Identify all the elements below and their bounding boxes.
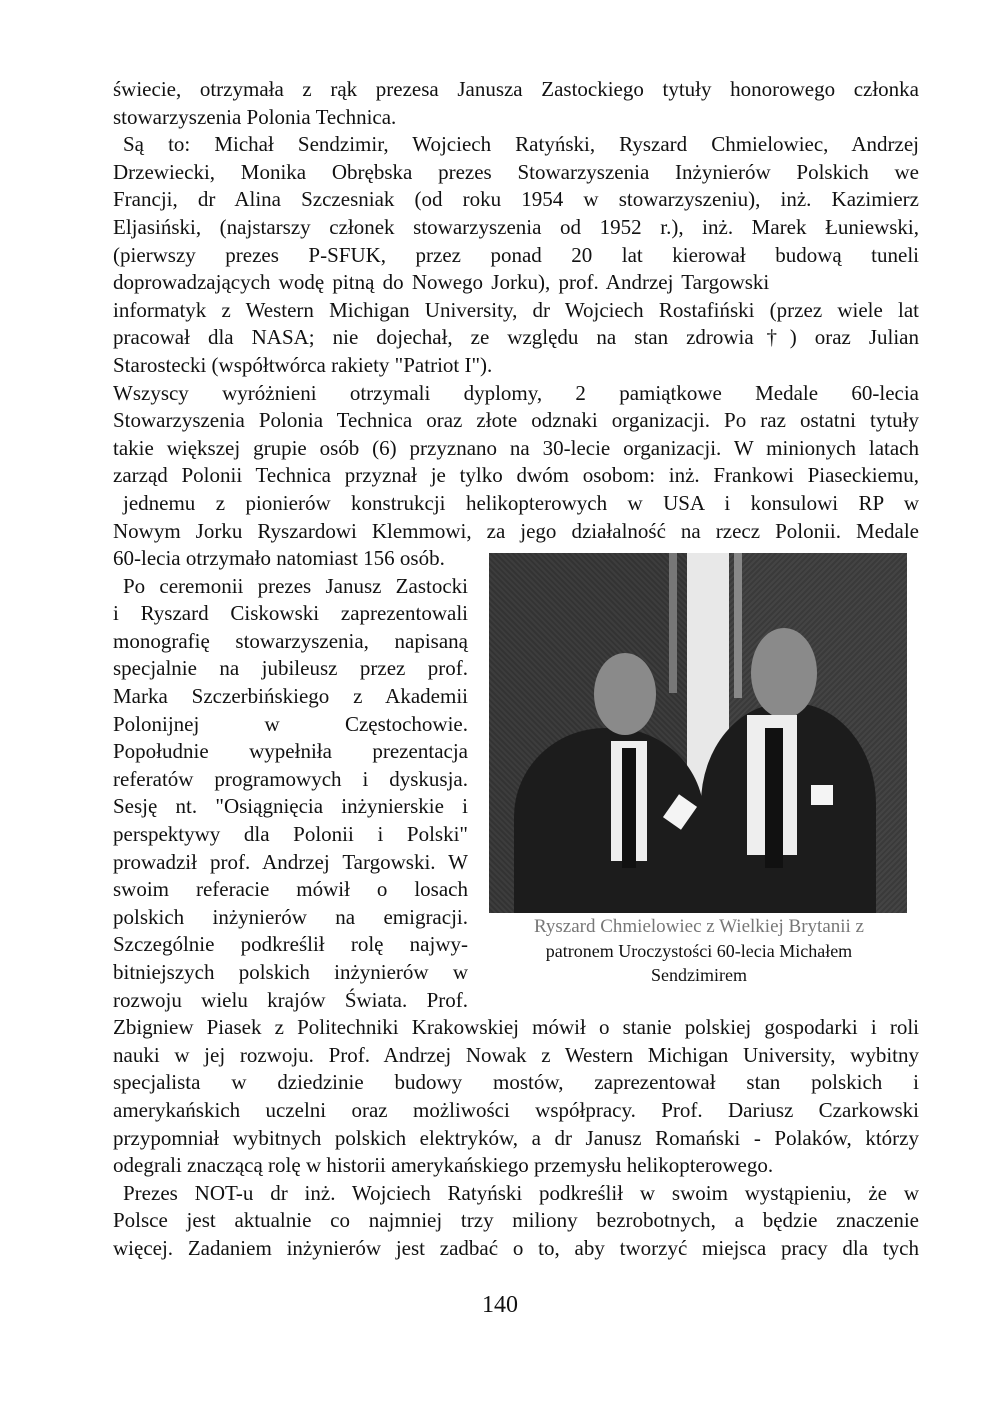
text-line: prowadził prof. Andrzej Targowski. W bbox=[113, 849, 468, 874]
text-line: więcej. Zadaniem inżynierów jest zadbać o to, aby tworzyć miejsca pracy dla tych bbox=[113, 1235, 919, 1260]
text-line: specjalnie na jubileusz przez prof. bbox=[113, 656, 468, 681]
text-line: amerykańskich uczelni oraz możliwości współpracy. Prof. Dariusz Czarkowski bbox=[113, 1097, 919, 1122]
text-line: referatów programowych i dyskusja. bbox=[113, 766, 468, 791]
text-line: monografię stowarzyszenia, napisaną bbox=[113, 628, 468, 653]
text-line: Popołudnie wypełniła prezentacja bbox=[113, 739, 468, 764]
text-line: Starostecki (współtwórca rakiety "Patriot I"). bbox=[113, 352, 493, 377]
person-left-head bbox=[594, 653, 656, 735]
text-line: doprowadzających wodę pitną do Nowego Jorku), prof. Andrzej Targowski bbox=[113, 270, 770, 295]
text-line: stowarzyszenia Polonia Technica. bbox=[113, 104, 397, 129]
text-line: swoim referacie mówił o losach bbox=[113, 877, 468, 902]
caption-line: Ryszard Chmielowiec z Wielkiej Brytanii z bbox=[533, 916, 864, 937]
figure-caption bbox=[484, 915, 914, 987]
text-line: Prezes NOT-u dr inż. Wojciech Ratyński podkreślił w swoim wystąpieniu, że w bbox=[123, 1180, 919, 1205]
narrow-column bbox=[113, 573, 468, 1015]
person-right-head bbox=[751, 628, 817, 718]
text-line: Zbigniew Piasek z Politechniki Krakowskiej mówił o stanie polskiej gospodarki i roli bbox=[113, 1015, 919, 1040]
text-line: bitniejszych polskich inżynierów w bbox=[113, 960, 468, 984]
text-line: Po ceremonii prezes Janusz Zastocki bbox=[123, 573, 468, 598]
text-line: i Ryszard Ciskowski zaprezentowali bbox=[113, 601, 468, 626]
text-line: informatyk z Western Michigan University, dr Wojciech Rostafiński (przez wiele lat bbox=[113, 297, 919, 322]
text-line: Drzewiecki, Monika Obrębska prezes Stowarzyszenia Inżynierów Polskich we bbox=[113, 159, 919, 184]
photo-frame-right bbox=[734, 553, 742, 698]
person-right-badge bbox=[811, 785, 833, 805]
text-line: Francji, dr Alina Szczesniak (od roku 1954 w stowarzyszeniu), inż. Kazimierz bbox=[113, 187, 919, 212]
text-line: polskich inżynierów na emigracji. bbox=[113, 904, 468, 929]
text-line: Polsce jest aktualnie co najmniej trzy miliony bezrobotnych, a będzie znaczenie bbox=[113, 1208, 919, 1233]
text-line: 60-lecia otrzymało natomiast 156 osób. bbox=[113, 546, 445, 571]
caption-line: Sendzimirem bbox=[651, 965, 747, 985]
text-line: rozwoju wielu krajów Świata. Prof. bbox=[113, 987, 468, 1012]
caption-line: patronem Uroczystości 60-lecia Michałem bbox=[545, 941, 853, 961]
text-line: Polonijnej w Częstochowie. bbox=[113, 711, 468, 736]
text-line: odegrali znaczącą rolę w historii amerykańskiego przemysłu helikopterowego. bbox=[113, 1153, 774, 1178]
text-line: nauki w jej rozwoju. Prof. Andrzej Nowak z Western Michigan University, wybitny bbox=[113, 1042, 919, 1067]
text-line: Marka Szczerbińskiego z Akademii bbox=[113, 684, 468, 709]
photo-frame-left bbox=[669, 553, 677, 693]
text-line: świecie, otrzymała z rąk prezesa Janusza Zastockiego tytuły honorowego członka bbox=[113, 77, 919, 101]
text-line: specjalista w dziedzinie budowy mostów, zaprezentował stan polskich i bbox=[113, 1070, 919, 1095]
text-line: pracował dla NASA; nie dojechał, ze względu na stan zdrowia†) oraz Julian bbox=[113, 325, 919, 350]
text-line: Są to: Michał Sendzimir, Wojciech Ratyński, Ryszard Chmielowiec, Andrzej bbox=[123, 132, 919, 157]
text-line: perspektywy dla Polonii i Polski" bbox=[113, 822, 468, 847]
text-line: Sesję nt. "Osiągnięcia inżynierskie i bbox=[113, 794, 468, 819]
photo-two-men bbox=[489, 553, 907, 913]
text-line: Stowarzyszenia Polonia Technica oraz złote odznaki organizacji. Po raz ostatni tytuły bbox=[113, 408, 919, 433]
text-line: Wszyscy wyróżnieni otrzymali dyplomy, 2 pamiątkowe Medale 60-lecia bbox=[113, 380, 919, 405]
person-right-tie bbox=[765, 728, 783, 868]
text-line: Eljasiński, (najstarszy członek stowarzyszenia od 1952 r.), inż. Marek Łuniewski, bbox=[113, 214, 919, 239]
text-line: (pierwszy prezes P-SFUK, przez ponad 20 lat kierował budową tuneli bbox=[113, 242, 919, 267]
text-line: Nowym Jorku Ryszardowi Klemmowi, za jego działalność na rzecz Polonii. Medale bbox=[113, 518, 919, 543]
person-left-tie bbox=[622, 748, 636, 868]
text-line: takie większej grupie osób (6) przyznano na 30-lecie organizacji. W minionych latach bbox=[113, 435, 919, 460]
text-line: przypomniał wybitnych polskich elektryków, a dr Janusz Romański - Polaków, którzy bbox=[113, 1125, 919, 1150]
text-line: zarząd Polonii Technica przyznał je tylko dwóm osobom: inż. Frankowi Piaseckiemu, bbox=[113, 463, 919, 488]
page-number: 140 bbox=[482, 1292, 518, 1318]
text-line: jednemu z pionierów konstrukcji helikopterowych w USA i konsulowi RP w bbox=[123, 490, 919, 515]
text-line: Szczególnie podkreślił rolę najwy- bbox=[113, 932, 468, 957]
